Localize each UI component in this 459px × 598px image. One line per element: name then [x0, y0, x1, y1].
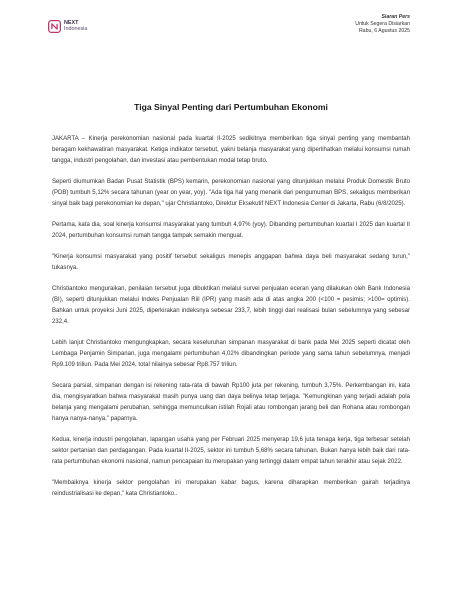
press-meta — [355, 14, 410, 36]
body-paragraph: Christiantoko menguraikan, penilaian tersebut juga dibuktikan melalui survei penjualan eceran yang dilakukan oleh Bank Indonesia (BI), seperti ditunjukkan melalui Indeks Penjualan Riil (IPR) yang masih ada di atas angka 200 (<100 = pesimis; >100= optimis). Bahkan untuk proyeksi Juni 2025, diperkirakan indeksnya sebesar 233,7, lebih tinggi dari realisasi bulan sebelumnya yang sebesar 232,4. — [52, 285, 410, 326]
body-paragraph: Secara parsial, simpanan dengan isi rekening rata-rata di bawah Rp100 juta per rekening, tumbuh 3,75%. Perkembangan ini, kata dia, mengisyaratkan bahwa masyarakat masih punya uang dan daya belinya tetap terjaga. "Kemungkinan yang terjadi adalah pola belanja yang mengalami perubahan, sehingga memunculkan istilah Rojali atau rombongan jarang beli dan Rohana atau rombongan hanya nanya-nanya," paparnya. — [52, 382, 410, 423]
body-paragraph: "Membaiknya kinerja sektor pengolahan ini merupakan kabar bagus, karena diharapkan memberikan gairah terjadinya reindustrialisasi ke depan," kata Christiantoko.. — [52, 480, 410, 498]
body-paragraph: Seperti diumumkan Badan Pusat Statistik (BPS) kemarin, perekonomian nasional yang ditunjukkan melalui Produk Domestik Bruto (PDB) tumbuh 5,12% secara tahunan (year on year, yoy). "Ada tiga hal yang menarik dari pengumuman BPS, sekaligus memberikan sinyal baik bagi perekonomian ke depan," ujar Christiantoko, Direktur Eksekutif NEXT Indonesia Center di Jakarta, Rabu (6/8/2025). — [52, 179, 410, 208]
logo-line2: Indonesia — [64, 25, 88, 32]
body-paragraph: Lebih lanjut Christiantoko mengungkapkan, secara keseluruhan simpanan masyarakat di bank pada Mei 2025 seperti dicatat oleh Lembaga Penjamin Simpanan, juga mengalami pertumbuhan 4,02% dibandingkan periode yang sama tahun sebelumnya, menjadi Rp9.109 triliun. Pada Mei 2024, total nilainya sebesar Rp8.757 triliun. — [52, 339, 410, 369]
logo-line1: NEXT — [64, 20, 79, 26]
document-header — [52, 14, 410, 58]
document-title: Tiga Sinyal Penting dari Pertumbuhan Ekonomi — [134, 102, 328, 112]
body-paragraph: Kedua, kinerja industri pengolahan, lapangan usaha yang per Februari 2025 menyerap 19,6 juta tenaga kerja, tiga terbesar setelah sektor pertanian dan perdagangan. Pada kuartal II-2025, sektor ini tumbuh 5,68% secara tahunan. Bukan hanya lebih baik dari rata-rata pertumbuhan ekonomi nasional, namun pencapaian itu merupakan yang tertinggi dalam empat tahun terakhir atau sejak 2022. — [52, 437, 410, 466]
next-logo-icon — [48, 20, 61, 33]
release-embargo: Untuk Segera Disiarkan — [355, 21, 410, 28]
body-paragraph: JAKARTA – Kinerja perekonomian nasional pada kuartal II-2025 sedikitnya memberikan tiga sinyal penting yang membantah beragam kekhawatiran masyarakat. Ketiga indikator tersebut, yakni belanja masyarakat yang diperlihatkan melalui konsumsi rumah tangga, industri pengolahan, dan investasi atau pembentukan modal tetap bruto. — [52, 136, 410, 165]
release-kind: Siaran Pers — [381, 14, 410, 20]
logo-wordmark — [64, 21, 87, 32]
body-paragraph: "Kinerja konsumsi masyarakat yang positif tersebut sekaligus menepis anggapan bahwa daya beli masyarakat sedang turun," tukasnya. — [52, 253, 410, 271]
document-body — [52, 134, 410, 500]
next-indonesia-logo — [48, 20, 87, 33]
body-paragraph: Pertama, kata dia, soal kinerja konsumsi masyarakat yang tumbuh 4,97% (yoy). Dibanding pertumbuhan kuartal I 2025 dan kuartal II 2024, pertumbuhan konsumsi rumah tangga tampak semakin menguat. — [52, 222, 410, 240]
release-date: Rabu, 6 Agustus 2025 — [358, 28, 410, 35]
